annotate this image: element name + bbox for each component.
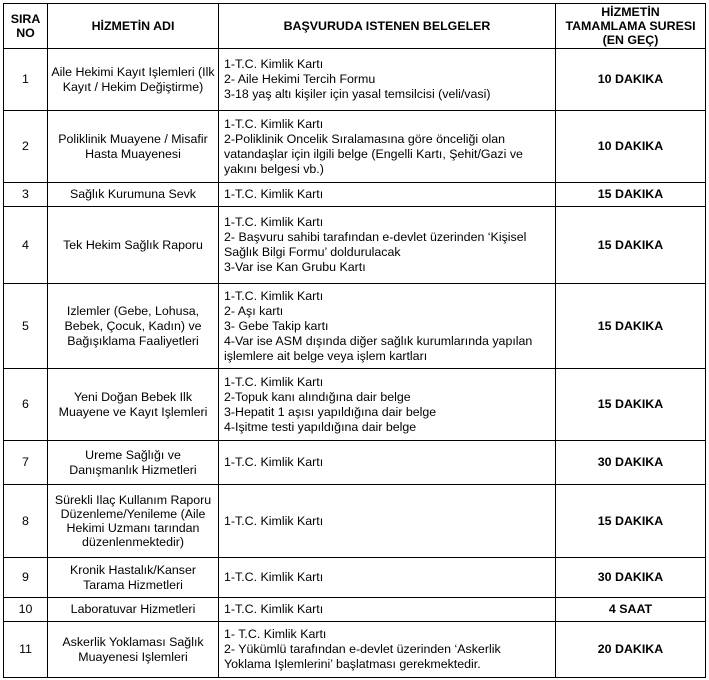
row-number: 6: [4, 369, 48, 441]
document-line: yakını belgesi vb.): [224, 161, 324, 176]
row-number: 8: [4, 485, 48, 558]
completion-time: 4 SAAT: [556, 598, 706, 622]
completion-time: 15 DAKIKA: [556, 207, 706, 284]
document-line: 1-T.C. Kimlik Kartı: [224, 215, 324, 229]
service-name: Tek Hekim Sağlık Raporu: [48, 207, 219, 284]
document-line: vatandaşlar için ilgili belge (Engelli Kartı, Şehit/Gazi ve: [224, 146, 523, 161]
completion-time: 10 DAKIKA: [556, 49, 706, 111]
table-row: [4, 207, 706, 284]
document-line: 1-T.C. Kimlik Kartı: [224, 187, 324, 201]
service-name: Izlemler (Gebe, Lohusa, Bebek, Çocuk, Kadın) ve Bağışıklama Faaliyetleri: [48, 284, 219, 369]
document-line: 3-18 yaş altı kişiler için yasal temsilcisi (veli/vasi): [224, 87, 491, 101]
table-row: [4, 485, 706, 558]
service-name: Sürekli Ilaç Kullanım Raporu Düzenleme/Yenileme (Aile Hekimi Uzmanı tarından düzenlenmektedir): [48, 485, 219, 558]
completion-time: 30 DAKIKA: [556, 558, 706, 598]
header-service: HİZMETİN ADI: [48, 4, 219, 49]
header-no: SIRA NO: [4, 4, 48, 49]
completion-time: 15 DAKIKA: [556, 183, 706, 207]
document-line: 1-T.C. Kimlik Kartı: [224, 116, 324, 131]
document-line: 2-Topuk kanı alındığına dair belge: [224, 389, 411, 404]
service-name: Sağlık Kurumuna Sevk: [48, 183, 219, 207]
row-number: 3: [4, 183, 48, 207]
completion-time: 15 DAKIKA: [556, 369, 706, 441]
document-line: 1-T.C. Kimlik Kartı: [224, 57, 324, 71]
document-line: 4-Işitme testi yapıldığına dair belge: [224, 419, 417, 434]
document-line: 3-Hepatit 1 aşısı yapıldığına dair belge: [224, 404, 437, 419]
document-line: 1-T.C. Kimlik Kartı: [224, 602, 324, 616]
service-name: Yeni Doğan Bebek Ilk Muayene ve Kayıt Işlemleri: [48, 369, 219, 441]
header-duration: HİZMETİN TAMAMLAMA SURESI (EN GEÇ): [556, 4, 706, 49]
required-documents: [219, 598, 556, 622]
document-line: 1-T.C. Kimlik Kartı: [224, 570, 324, 584]
document-line: 2- Başvuru sahibi tarafından e-devlet üzerinden ‘Kişisel: [224, 230, 527, 244]
service-name: Poliklinik Muayene / Misafir Hasta Muayenesi: [48, 111, 219, 183]
document-line: 4-Var ise ASM dışında diğer sağlık kurumlarında yapılan: [224, 333, 533, 348]
required-documents: [219, 622, 556, 678]
required-documents: [219, 558, 556, 598]
document-line: işlemlere ait belge veya işlem kartları: [224, 348, 428, 363]
row-number: 4: [4, 207, 48, 284]
document-line: 1-T.C. Kimlik Kartı: [224, 513, 324, 528]
document-line: 2-Poliklinik Oncelik Sıralamasına göre önceliği olan: [224, 131, 505, 146]
document-line: 2- Aşı kartı: [224, 303, 284, 318]
table-row: [4, 558, 706, 598]
document-line: 1- T.C. Kimlik Kartı: [224, 627, 327, 641]
required-documents: [219, 369, 556, 441]
row-number: 10: [4, 598, 48, 622]
table-row: [4, 441, 706, 485]
service-standards-table: [3, 3, 706, 678]
required-documents: [219, 183, 556, 207]
completion-time: 20 DAKIKA: [556, 622, 706, 678]
service-name: Ureme Sağlığı ve Danışmanlık Hizmetleri: [48, 441, 219, 485]
completion-time: 15 DAKIKA: [556, 485, 706, 558]
row-number: 7: [4, 441, 48, 485]
service-name: Kronik Hastalık/Kanser Tarama Hizmetleri: [48, 558, 219, 598]
header-row: [4, 4, 706, 49]
table-row: [4, 284, 706, 369]
table-row: [4, 598, 706, 622]
document-line: 3- Gebe Takip kartı: [224, 318, 329, 333]
completion-time: 10 DAKIKA: [556, 111, 706, 183]
table-body: [4, 49, 706, 678]
table-row: [4, 49, 706, 111]
row-number: 1: [4, 49, 48, 111]
row-number: 2: [4, 111, 48, 183]
document-line: 2- Aile Hekimi Tercih Formu: [224, 72, 376, 86]
document-line: 3-Var ise Kan Grubu Kartı: [224, 260, 366, 274]
service-name: Aile Hekimi Kayıt Işlemleri (Ilk Kayıt / Hekim Değiştirme): [48, 49, 219, 111]
table-row: [4, 622, 706, 678]
completion-time: 15 DAKIKA: [556, 284, 706, 369]
document-line: 1-T.C. Kimlik Kartı: [224, 455, 324, 469]
required-documents: [219, 111, 556, 183]
document-line: 1-T.C. Kimlik Kartı: [224, 374, 324, 389]
document-line: Sağlık Bilgi Formu’ doldurulacak: [224, 245, 401, 259]
document-line: 1-T.C. Kimlik Kartı: [224, 288, 324, 303]
required-documents: [219, 485, 556, 558]
table-row: [4, 183, 706, 207]
service-name: Askerlik Yoklaması Sağlık Muayenesi Işlemleri: [48, 622, 219, 678]
document-line: Yoklama Işlemlerini’ başlatması gerekmektedir.: [224, 657, 481, 671]
row-number: 11: [4, 622, 48, 678]
required-documents: [219, 49, 556, 111]
table-row: [4, 111, 706, 183]
required-documents: [219, 207, 556, 284]
table-row: [4, 369, 706, 441]
row-number: 5: [4, 284, 48, 369]
required-documents: [219, 284, 556, 369]
row-number: 9: [4, 558, 48, 598]
required-documents: [219, 441, 556, 485]
document-line: 2- Yükümlü tarafından e-devlet üzerinden ‘Askerlik: [224, 642, 501, 656]
completion-time: 30 DAKIKA: [556, 441, 706, 485]
service-name: Laboratuvar Hizmetleri: [48, 598, 219, 622]
header-documents: BAŞVURUDA ISTENEN BELGELER: [219, 4, 556, 49]
